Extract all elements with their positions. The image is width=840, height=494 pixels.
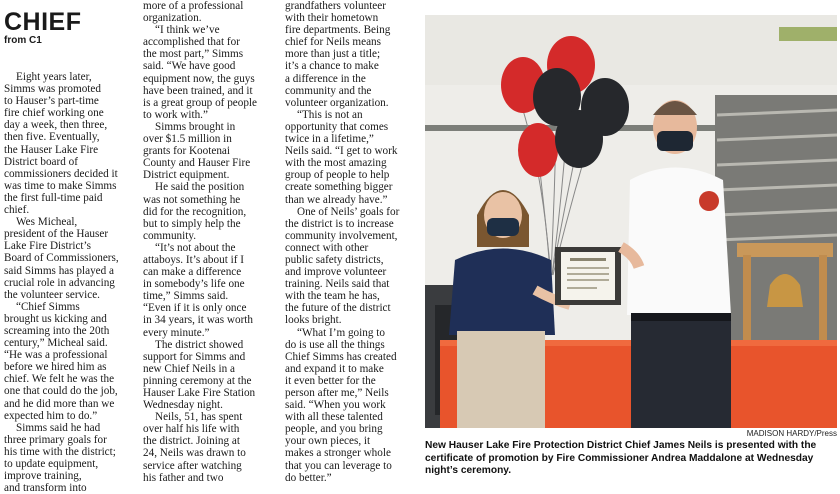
article-line: Eight years later,	[16, 71, 92, 83]
article-line: to update equipment,	[4, 458, 99, 470]
article-line: the first full-time paid	[4, 191, 103, 204]
article-line: The district showed	[155, 338, 244, 351]
article-line: with all these talented	[285, 411, 383, 424]
article-line: more than just a title;	[285, 48, 381, 61]
article-line: century,” Micheal said.	[4, 337, 108, 350]
black-balloon	[555, 110, 603, 168]
article-line: Wednesday night.	[143, 399, 223, 412]
article-line: community.	[143, 229, 197, 242]
article-line: Wes Micheal,	[16, 216, 78, 229]
article-line: three primary goals for	[4, 433, 107, 446]
article-line: 24, Neils was drawn to	[143, 447, 246, 460]
photo-caption	[425, 440, 837, 478]
article-line: was time to make Simms	[4, 179, 117, 192]
article-line: said Simms has played a	[4, 264, 114, 277]
article-line: crucial role in advancing	[4, 276, 115, 289]
article-line: president of the Hauser	[4, 228, 109, 241]
article-line: with the most amazing	[285, 157, 387, 170]
article-line: his father and two	[143, 471, 224, 484]
jump-line: from C1	[4, 35, 42, 46]
article-line: equipment now, the guys	[143, 72, 255, 85]
article-line: accomplished that for	[143, 36, 240, 49]
caption-line: certificate of promotion by Fire Commissioner Andrea Maddalone at Wednesday	[425, 452, 814, 464]
article-line: community involvement,	[285, 229, 398, 242]
column-1-text	[4, 71, 135, 494]
article-line: time,” Simms said.	[143, 290, 229, 303]
article-line: the future of the district	[285, 302, 391, 315]
article-line: Simms was promoted	[4, 83, 101, 96]
article-column-2	[143, 0, 278, 484]
article-line: was not something he	[143, 193, 241, 206]
article-line: create something bigger	[285, 181, 393, 194]
article-line: connect with other	[285, 241, 369, 254]
article-column-3	[285, 0, 418, 484]
article-line: screaming into the 20th	[4, 324, 110, 337]
article-line: chief.	[4, 204, 30, 217]
article-line: and transform into	[4, 482, 87, 494]
article-line: support for Simms and	[143, 350, 246, 363]
article-column-1	[4, 0, 135, 494]
article-line: service after watching	[143, 459, 242, 472]
article-line: Neils said. “I get to work	[285, 145, 398, 158]
article-line: Simms said he had	[16, 421, 101, 434]
article-line: the volunteer service.	[4, 288, 100, 301]
article-line: day a week, then three,	[4, 119, 108, 132]
article-line: group of people to help	[285, 169, 390, 182]
article-line: over half his life with	[143, 423, 240, 436]
article-line: grants for Kootenai	[143, 145, 230, 158]
article-line: did for the recognition,	[143, 205, 247, 218]
article-line: volunteer organization.	[285, 96, 389, 109]
certificate	[555, 247, 621, 305]
article-line: your own pieces, it	[285, 435, 371, 448]
article-line: community and the	[285, 84, 372, 97]
ceremony-photo	[425, 15, 837, 428]
article-line: “Even if it is only once	[143, 302, 247, 315]
ceremony-photo-illustration	[425, 15, 837, 428]
article-line: and expand it to make	[285, 362, 384, 375]
article-line: fire chief working one	[4, 107, 104, 120]
article-line: “I think we’ve	[155, 24, 220, 37]
article-line: makes a stronger whole	[285, 447, 391, 460]
article-line: brought us kicking and	[4, 312, 107, 325]
article-line: person after me,” Neils	[285, 387, 389, 399]
article-line: improve training,	[4, 470, 82, 483]
article-line: have been trained, and it	[143, 84, 253, 97]
article-line: and he did more than we	[4, 397, 115, 410]
column-3-text	[285, 0, 418, 484]
article-line: public safety districts,	[285, 253, 384, 266]
article-line: Chief Simms has created	[285, 350, 397, 363]
article-line: his time with the district;	[4, 445, 116, 458]
article-line: chief for Neils means	[285, 36, 381, 49]
photo-credit: MADISON HARDY/Press	[746, 429, 837, 438]
headline: CHIEF	[4, 8, 82, 36]
article-line: said. “When you work	[285, 399, 386, 412]
caption-line: night’s ceremony.	[425, 465, 512, 477]
article-line: then five. Eventually,	[4, 131, 100, 144]
article-line: and improve volunteer	[285, 266, 387, 279]
article-line: one that could do the job,	[4, 385, 118, 398]
article-line: County and Hauser Fire	[143, 157, 251, 170]
article-line: pinning ceremony at the	[143, 374, 252, 387]
article-line: do better.”	[285, 471, 332, 484]
article-line: chief. We felt he was the	[4, 373, 115, 386]
article-line: Board of Commissioners,	[4, 252, 119, 265]
article-line: the most part,” Simms	[143, 48, 244, 61]
article-line: opportunity that comes	[285, 120, 389, 133]
article-line: more of a professional	[143, 0, 244, 12]
article-line: grandfathers volunteer	[285, 0, 386, 12]
article-line: that you can leverage to	[285, 459, 392, 472]
article-line: said. “We have good	[143, 60, 236, 73]
article-line: attaboys. It’s about if I	[143, 253, 244, 266]
article-line: commissioners decided it	[4, 167, 118, 180]
article-line: before we hired him as	[4, 361, 107, 374]
article-line: over $1.5 million in	[143, 133, 232, 146]
article-line: is a great group of people	[143, 96, 258, 109]
article-line: do is use all the things	[285, 338, 385, 351]
article-line: in somebody’s life one	[143, 278, 245, 291]
article-line: the Hauser Lake Fire	[4, 143, 99, 156]
article-line: twice in a lifetime,”	[285, 133, 374, 146]
article-line: One of Neils’ goals for	[297, 205, 400, 218]
article-line: District board of	[4, 155, 78, 168]
article-line: with the team he has,	[285, 290, 380, 303]
article-line: the district. Joining at	[143, 435, 240, 448]
article-line: Lake Fire District’s	[4, 240, 91, 253]
article-line: training. Neils said that	[285, 278, 390, 291]
article-line: “This is not an	[297, 108, 363, 121]
article-line: to work with.”	[143, 108, 208, 121]
red-balloon	[518, 123, 558, 177]
article-line: in 34 years, it was worth	[143, 314, 253, 327]
article-line: to Hauser’s part-time	[4, 95, 99, 108]
article-line: fire departments. Being	[285, 24, 391, 37]
article-line: organization.	[143, 12, 202, 25]
article-line: looks bright.	[285, 314, 342, 327]
article-line: He said the position	[155, 181, 245, 194]
article-line: people, and you bring	[285, 423, 383, 436]
article-line: it even better for the	[285, 374, 376, 387]
article-line: it’s a chance to make	[285, 60, 379, 73]
article-line: expected him to do.”	[4, 409, 98, 422]
article-line: District equipment.	[143, 169, 230, 182]
article-line: new Chief Neils in a	[143, 362, 235, 375]
article-line: “Chief Simms	[16, 300, 80, 313]
article-line: a difference in the	[285, 72, 366, 85]
article-line: with their hometown	[285, 12, 379, 25]
article-line: every minute.”	[143, 326, 210, 339]
article-line: can make a difference	[143, 266, 242, 279]
article-line: “What I’m going to	[297, 326, 385, 339]
article-line: Simms brought in	[155, 120, 236, 133]
article-line: but to simply help the	[143, 217, 241, 230]
article-line: Hauser Lake Fire Station	[143, 387, 256, 399]
article-line: Neils, 51, has spent	[155, 411, 243, 424]
article-line: “It’s not about the	[155, 241, 236, 254]
article-line: “He was a professional	[4, 349, 108, 362]
caption-line: New Hauser Lake Fire Protection District Chief James Neils is presented with the	[425, 440, 817, 451]
article-line: the district is to increase	[285, 217, 394, 230]
article-line: than we already have.”	[285, 193, 388, 206]
column-2-text	[143, 0, 278, 484]
